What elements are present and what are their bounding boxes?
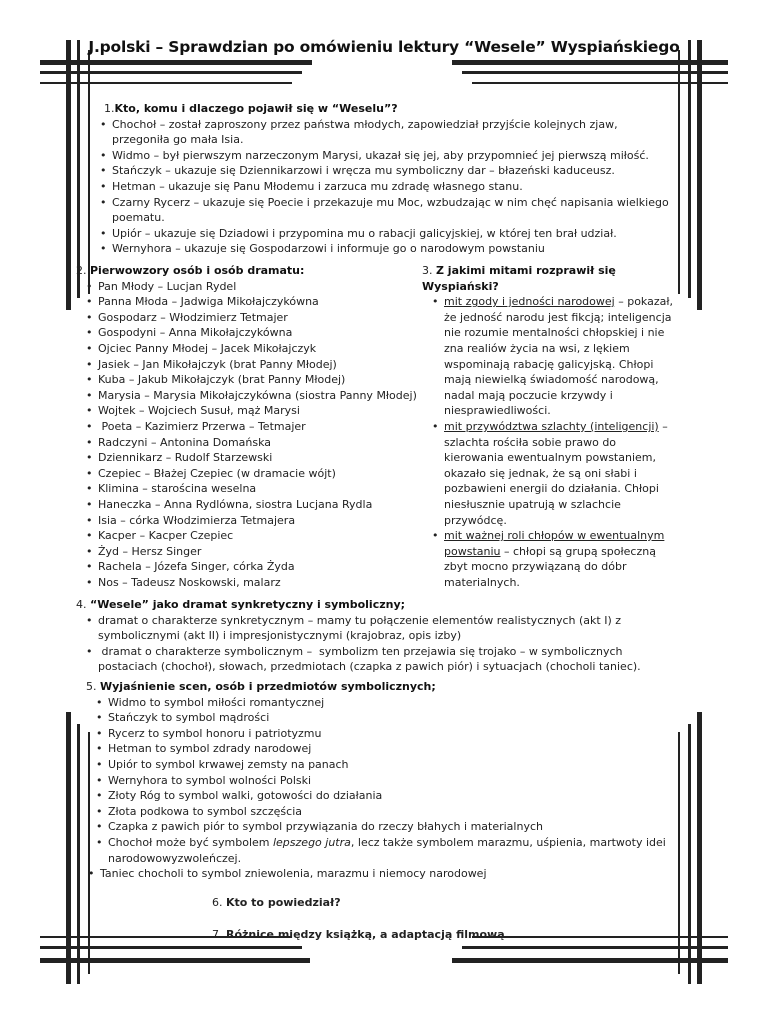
list-item: • mit ważnej roli chłopów w ewentualnym powstaniu – chłopi są grupą społeczną zbyt mocno przywiązaną do dóbr materialnych. xyxy=(444,528,712,590)
list-item: • Panna Młoda – Jadwiga Mikołajczykówna xyxy=(98,294,436,310)
frame-line xyxy=(88,50,90,294)
section-5 xyxy=(86,679,716,882)
list-item: • Widmo – był pierwszym narzeczonym Marysi, ukazał się jej, aby przypomnieć jej pierwszą miłość. xyxy=(112,148,718,164)
section-heading-text: Z jakimi mitami rozprawił się xyxy=(436,264,616,277)
list-item: • Gospodyni – Anna Mikołajczykówna xyxy=(98,325,436,341)
section-1 xyxy=(98,101,718,257)
list-item: • Stańczyk – ukazuje się Dziennikarzowi i wręcza mu symboliczny dar – błazeński kaduceusz. xyxy=(112,163,718,179)
section-2 xyxy=(76,263,436,590)
list-item: • Marysia – Marysia Mikołajczykówna (siostra Panny Młodej) xyxy=(98,388,436,404)
frame-line xyxy=(452,60,728,65)
myth-title: mit przywództwa szlachty (inteligencji) xyxy=(444,419,659,433)
list-item: • Kuba – Jakub Mikołajczyk (brat Panny Młodej) xyxy=(98,372,436,388)
section-heading-text: Różnice między książką, a adaptacją filmową. xyxy=(226,928,509,941)
list-item: • Radczyni – Antonina Domańska xyxy=(98,435,436,451)
list-item: • Jasiek – Jan Mikołajczyk (brat Panny Młodej) xyxy=(98,357,436,373)
section-heading-text: “Wesele” jako dramat synkretyczny i symboliczny; xyxy=(90,598,406,611)
section-heading xyxy=(76,597,716,613)
list-item: • Chochoł – został zaproszony przez państwa młodych, zapowiedział przyjście kolejnych zjaw, przegoniła go mała Isia. xyxy=(112,117,672,148)
section-heading-text: Kto, komu i dlaczego pojawił się w “Weselu”? xyxy=(114,102,398,115)
section-4 xyxy=(76,597,716,675)
frame-line xyxy=(77,40,80,298)
frame-line xyxy=(66,712,71,984)
section-heading-text: Kto to powiedział? xyxy=(226,896,341,909)
section-heading-text: Wyspiański? xyxy=(422,279,499,293)
list-item: • Czapka z pawich piór to symbol przywiązania do rzeczy błahych i materialnych xyxy=(108,819,716,835)
list-item: • Wernyhora to symbol wolności Polski xyxy=(108,773,716,789)
list-item: • Haneczka – Anna Rydlówna, siostra Lucjana Rydla xyxy=(98,497,436,513)
list-item: • Rachela – Józefa Singer, córka Żyda xyxy=(98,559,436,575)
section-heading xyxy=(86,679,716,695)
section-3 xyxy=(422,263,712,590)
list-item: • mit przywództwa szlachty (inteligencji) – szlachta rościła sobie prawo do kierowania ewentualnym powstaniem, okazało się jednak, że są oni słabi i pozbawieni energii do działania. Chłopi niesłusznie upatrują w szlachcie przywódcę. xyxy=(444,419,712,528)
frame-line xyxy=(66,40,71,310)
page-title: J.polski – Sprawdzian po omówieniu lektury “Wesele” Wyspiańskiego xyxy=(88,38,680,56)
myth-title: mit zgody i jedności narodowej xyxy=(444,295,615,309)
list-item: • Czepiec – Błażej Czepiec (w dramacie wójt) xyxy=(98,466,436,482)
list-item: • Wojtek – Wojciech Susuł, mąż Marysi xyxy=(98,403,436,419)
frame-line xyxy=(40,958,310,963)
list-item: • Nos – Tadeusz Noskowski, malarz xyxy=(98,575,436,591)
myth-title: mit ważnej roli chłopów w ewentualnym xyxy=(444,529,665,543)
list-item: • Ojciec Panny Młodej – Jacek Mikołajczyk xyxy=(98,341,436,357)
section-heading xyxy=(76,263,436,279)
list-item: • Upiór to symbol krwawej zemsty na panach xyxy=(108,757,716,773)
list-item: • Żyd – Hersz Singer xyxy=(98,544,436,560)
list-item: • Gospodarz – Włodzimierz Tetmajer xyxy=(98,310,436,326)
list-item: • Dziennikarz – Rudolf Starzewski xyxy=(98,450,436,466)
list-item: • dramat o charakterze symbolicznym – symbolizm ten przejawia się trojako – w symbolicznych postaciach (chochoł), słowach, przedmiotach (czapka z pawich piór) i sytuacjach (chocholi taniec). xyxy=(98,644,716,675)
section-number: 6. xyxy=(212,896,223,909)
section-number: 1. xyxy=(104,102,115,115)
section-number: 5. xyxy=(86,680,97,693)
list-item: • Stańczyk to symbol mądrości xyxy=(108,710,716,726)
list-item: • Upiór – ukazuje się Dziadowi i przypomina mu o rabacji galicyjskiej, w której ten brał udział. xyxy=(112,226,718,242)
list-item: • Wernyhora – ukazuje się Gospodarzowi i informuje go o narodowym powstaniu xyxy=(112,241,718,257)
frame-line xyxy=(452,958,728,963)
list-item: • Hetman to symbol zdrady narodowej xyxy=(108,741,716,757)
list-item: • dramat o charakterze synkretycznym – mamy tu połączenie elementów realistycznych (akt I) z symbolicznymi (akt II) i impresjonistycznymi (krajobraz, opis izby) xyxy=(98,613,716,644)
list-item: • Czarny Rycerz – ukazuje się Poecie i przekazuje mu Moc, wzbudzając w nim chęć napisania wielkiego poematu. xyxy=(112,195,700,226)
section-heading xyxy=(422,263,712,294)
frame-line xyxy=(77,724,80,984)
list-item: • Poeta – Kazimierz Przerwa – Tetmajer xyxy=(98,419,436,435)
list-item: • Klimina – starościna weselna xyxy=(98,481,436,497)
list-item: • Złoty Róg to symbol walki, gotowości do działania xyxy=(108,788,716,804)
list-item: • Hetman – ukazuje się Panu Młodemu i zarzuca mu zdradę własnego stanu. xyxy=(112,179,718,195)
list-item: • mit zgody i jedności narodowej – pokazał, że jedność narodu jest fikcją; inteligencja nie rozumie mentalności chłopskiej i nie zna realiów życia na wsi, z lękiem wspominają rabację galicyjską. Chłopi mają niewielką świadomość narodową, nadal mają poczucie krzywdy i niesprawiedliwości. xyxy=(444,294,712,419)
section-number: 7. xyxy=(212,928,223,941)
list-item: • Chochoł może być symbolem lepszego jutra, lecz także symbolem marazmu, uśpienia, martwoty idei narodowowyzwoleńczej. xyxy=(108,835,716,866)
section-number: 2. xyxy=(76,264,87,277)
section-number: 3. xyxy=(422,264,433,277)
section-number: 4. xyxy=(76,598,87,611)
list-item: • Pan Młody – Lucjan Rydel xyxy=(98,279,436,295)
list-item: • Złota podkowa to symbol szczęścia xyxy=(108,804,716,820)
section-7 xyxy=(212,927,612,943)
list-item: • Taniec chocholi to symbol zniewolenia, marazmu i niemocy narodowej xyxy=(100,866,716,882)
list-item: • Rycerz to symbol honoru i patriotyzmu xyxy=(108,726,716,742)
list-item: • Widmo to symbol miłości romantycznej xyxy=(108,695,716,711)
list-item: • Isia – córka Włodzimierza Tetmajera xyxy=(98,513,436,529)
myth-title: powstaniu xyxy=(444,544,501,558)
section-heading-text: Pierwowzory osób i osób dramatu: xyxy=(90,264,305,277)
frame-line xyxy=(40,60,312,65)
section-6 xyxy=(212,895,612,911)
section-heading xyxy=(98,101,718,117)
section-heading-text: Wyjaśnienie scen, osób i przedmiotów symbolicznych; xyxy=(100,680,436,693)
list-item: • Kacper – Kacper Czepiec xyxy=(98,528,436,544)
